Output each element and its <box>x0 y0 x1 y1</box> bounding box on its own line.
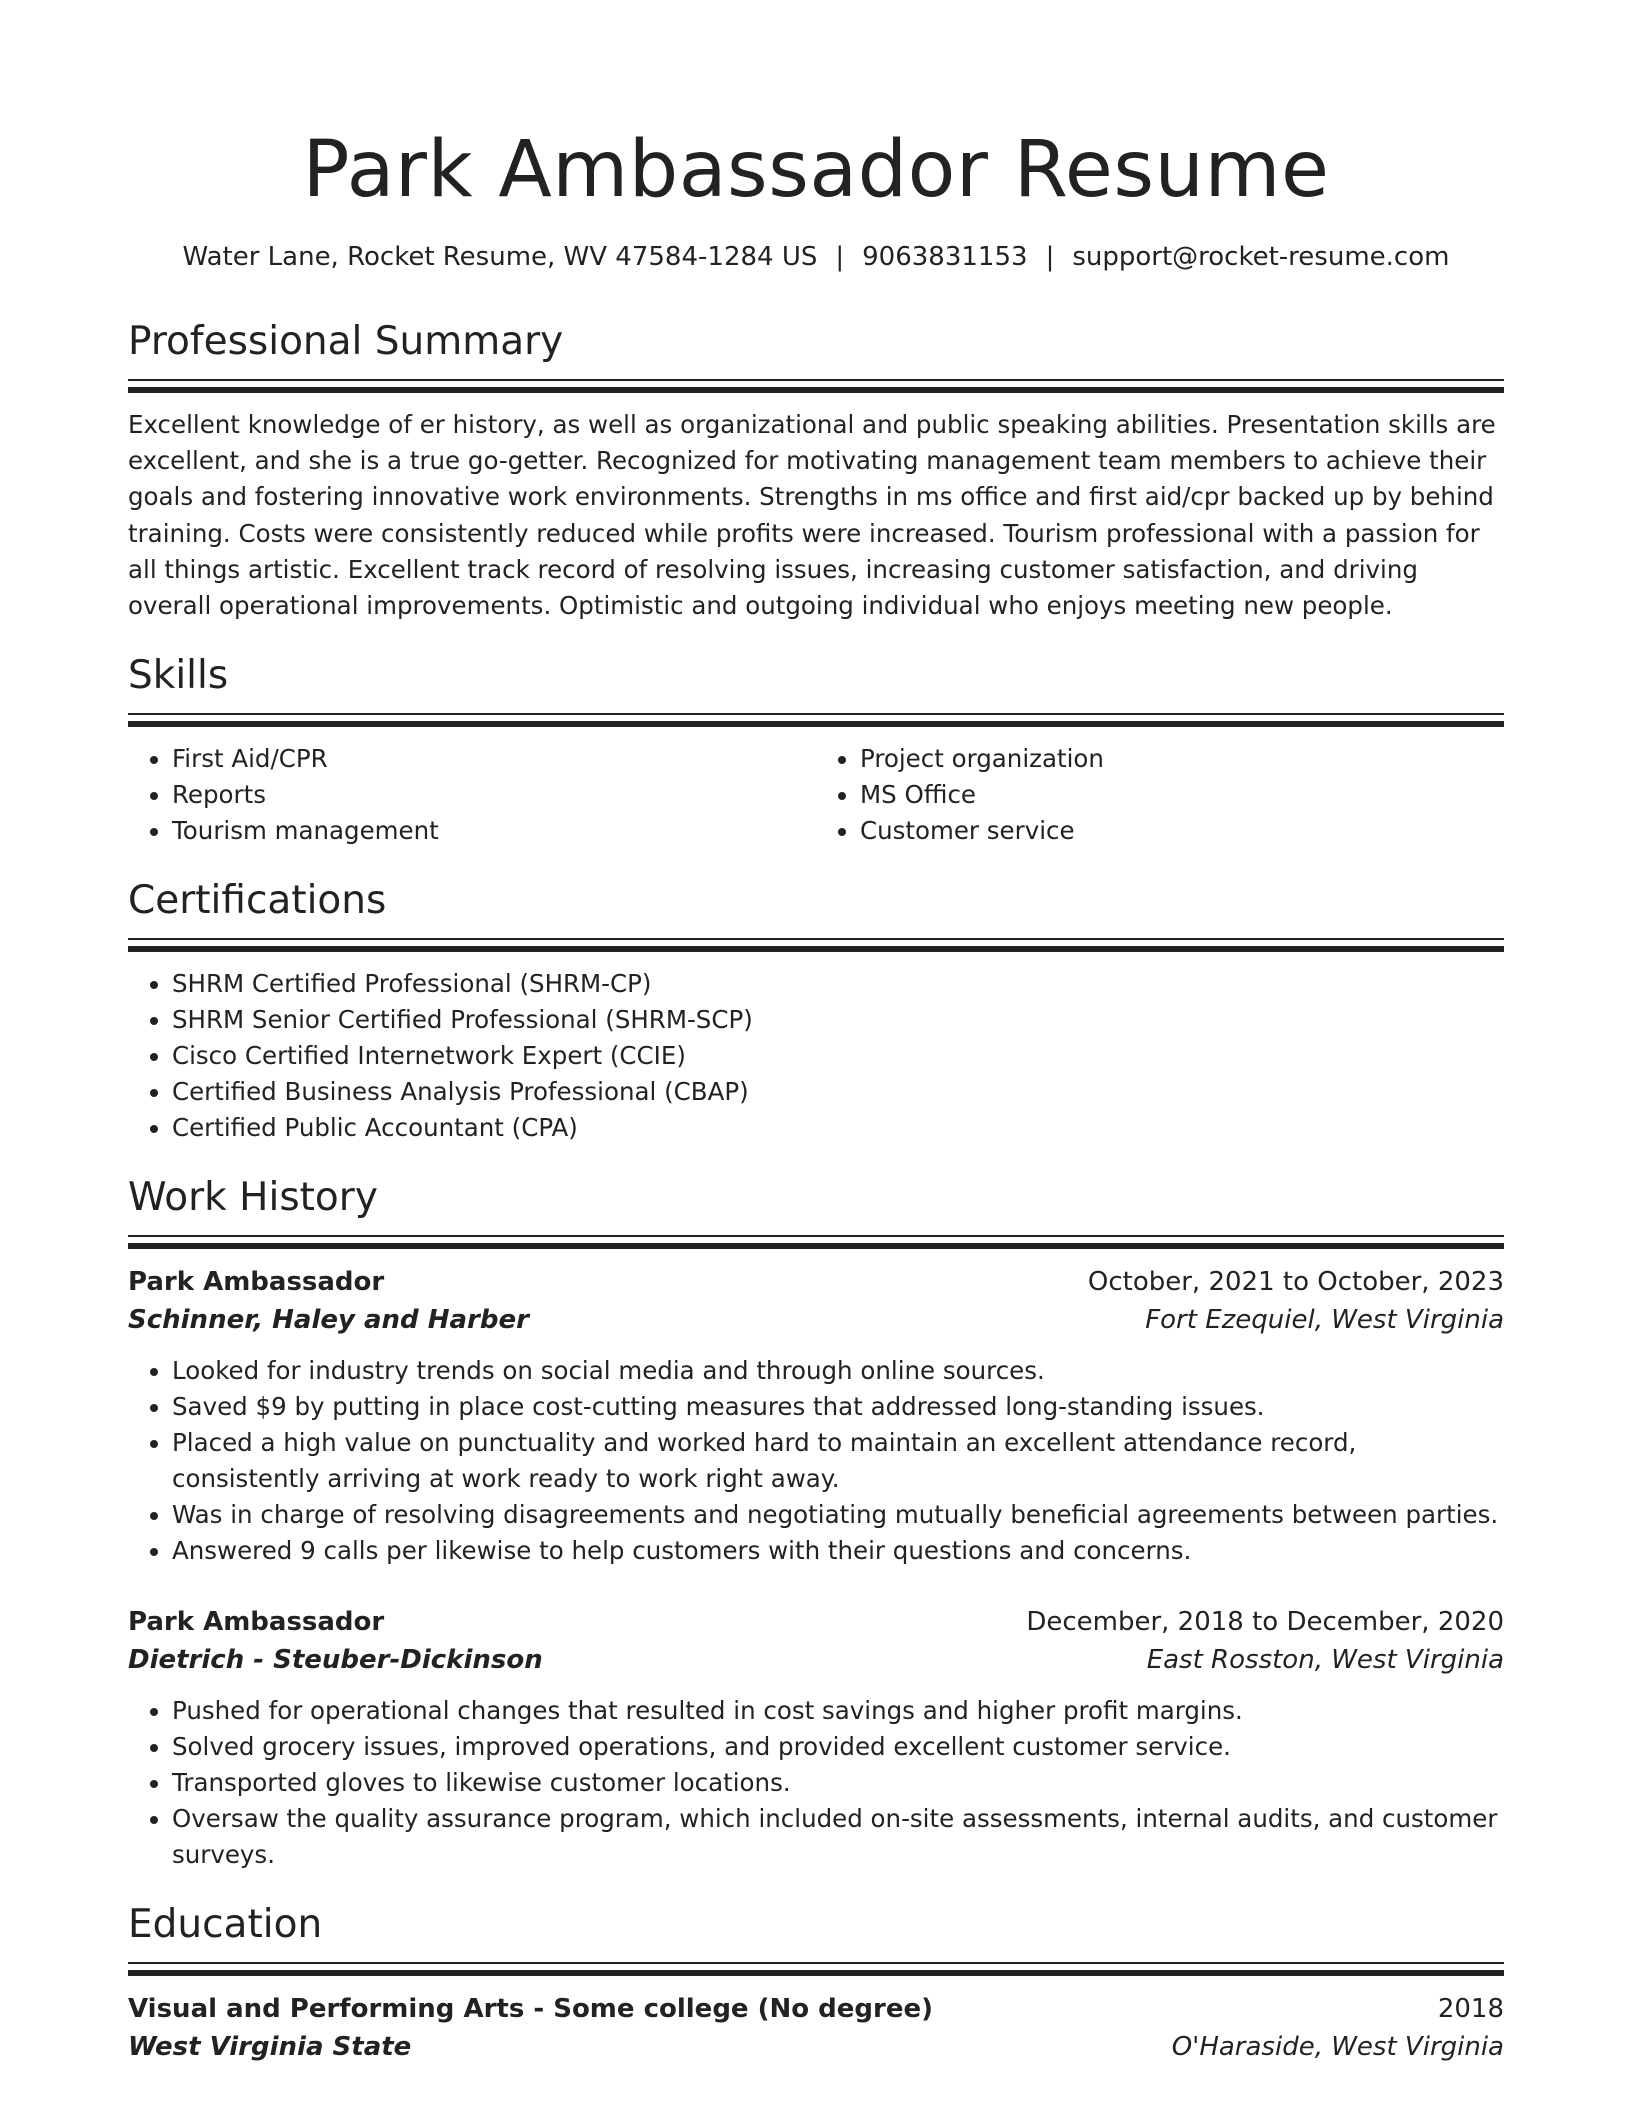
certifications-list <box>128 966 1504 1146</box>
skill-item: • Project organization <box>860 741 1504 777</box>
skills-list-left <box>128 741 816 849</box>
skill-item: • First Aid/CPR <box>172 741 816 777</box>
section-title: Skills <box>128 653 229 699</box>
contact-phone: 9063831153 <box>862 242 1028 272</box>
contact-address: Water Lane, Rocket Resume, WV 47584-1284 US <box>182 242 818 272</box>
job-bullet: • Solved grocery issues, improved operations, and provided excellent customer service. <box>172 1729 1504 1765</box>
job-dates: December, 2018 to December, 2020 <box>1026 1607 1504 1638</box>
job-bullet: • Was in charge of resolving disagreements and negotiating mutually beneficial agreements between parties. <box>172 1497 1504 1533</box>
job-bullet: • Answered 9 calls per likewise to help customers with their questions and concerns. <box>172 1533 1504 1569</box>
section-divider <box>128 1962 1504 1976</box>
job-location: East Rosston, West Virginia <box>1146 1645 1504 1676</box>
section-divider <box>128 938 1504 952</box>
contact-separator: | <box>1045 242 1055 272</box>
education-section <box>128 1901 1504 2066</box>
certification-item: • SHRM Senior Certified Professional (SHRM-SCP) <box>172 1002 1504 1038</box>
summary-section <box>128 318 1504 624</box>
skill-item: • MS Office <box>860 777 1504 813</box>
summary-text: Excellent knowledge of er history, as well as organizational and public speaking abilities. Presentation skills are excellent, and she is a true go-getter. Recognized for motivating management team members to achieve their goals and fostering innovative work environments. Strengths in ms office and first aid/cpr backed up by behind training. Costs were consistently reduced while profits were increased. Tourism professional with a passion for all things artistic. Excellent track record of resolving issues, increasing customer satisfaction, and driving overall operational improvements. Optimistic and outgoing individual who enjoys meeting new people. <box>128 410 1496 621</box>
certification-item: • Certified Public Accountant (CPA) <box>172 1110 1504 1146</box>
job-bullets <box>128 1353 1504 1569</box>
job-entry <box>128 1603 1504 1873</box>
section-title: Education <box>128 1902 323 1948</box>
certifications-section <box>128 877 1504 1146</box>
skill-item: • Tourism management <box>172 813 816 849</box>
certification-item: • SHRM Certified Professional (SHRM-CP) <box>172 966 1504 1002</box>
section-title: Certifications <box>128 878 387 924</box>
job-entry <box>128 1263 1504 1569</box>
education-degree: Visual and Performing Arts - Some college (No degree) <box>128 1994 933 2025</box>
education-entry <box>128 1990 1504 2066</box>
job-company: Dietrich - Steuber-Dickinson <box>128 1645 543 1676</box>
job-company: Schinner, Haley and Harber <box>128 1305 529 1336</box>
job-bullet: • Pushed for operational changes that resulted in cost savings and higher profit margins. <box>172 1693 1504 1729</box>
job-bullet: • Looked for industry trends on social media and through online sources. <box>172 1353 1504 1389</box>
job-location: Fort Ezequiel, West Virginia <box>1145 1305 1504 1336</box>
job-bullets <box>128 1693 1504 1873</box>
resume-name: Park Ambassador Resume <box>302 125 1330 215</box>
skill-item: • Reports <box>172 777 816 813</box>
contact-line <box>128 240 1504 274</box>
job-title: Park Ambassador <box>128 1267 385 1298</box>
section-divider <box>128 379 1504 393</box>
work-history-section <box>128 1174 1504 1873</box>
job-dates: October, 2021 to October, 2023 <box>1087 1267 1504 1298</box>
section-title: Work History <box>128 1175 378 1221</box>
skill-item: • Customer service <box>860 813 1504 849</box>
job-title: Park Ambassador <box>128 1607 385 1638</box>
section-title: Professional Summary <box>128 319 564 364</box>
job-bullet: • Placed a high value on punctuality and worked hard to maintain an excellent attendance record, consistently arriving at work ready to work right away. <box>172 1425 1504 1497</box>
section-divider <box>128 713 1504 727</box>
section-divider <box>128 1235 1504 1249</box>
contact-separator: | <box>835 242 845 272</box>
education-school: West Virginia State <box>128 2032 412 2063</box>
job-bullet: • Oversaw the quality assurance program, which included on-site assessments, internal audits, and customer surveys. <box>172 1801 1504 1873</box>
skills-section <box>128 652 1504 849</box>
education-location: O'Haraside, West Virginia <box>1171 2032 1504 2063</box>
contact-email: support@rocket-resume.com <box>1072 242 1450 272</box>
skills-list-right <box>816 741 1504 849</box>
certification-item: • Certified Business Analysis Professional (CBAP) <box>172 1074 1504 1110</box>
job-bullet: • Transported gloves to likewise customer locations. <box>172 1765 1504 1801</box>
certification-item: • Cisco Certified Internetwork Expert (CCIE) <box>172 1038 1504 1074</box>
job-bullet: • Saved $9 by putting in place cost-cutting measures that addressed long-standing issues. <box>172 1389 1504 1425</box>
skills-columns <box>128 741 1504 849</box>
education-year: 2018 <box>1437 1994 1504 2025</box>
